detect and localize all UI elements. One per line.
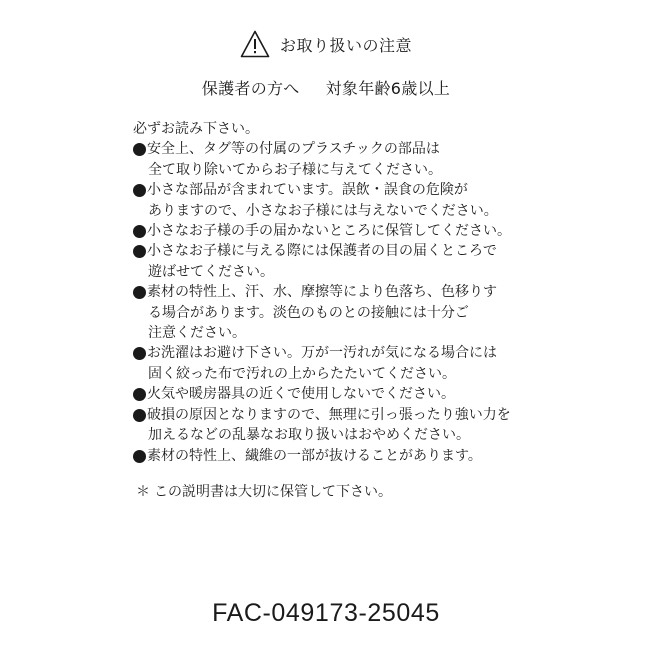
item-text	[147, 384, 455, 404]
list-item	[133, 343, 533, 384]
item-line: お洗濯はお避け下さい。万が一汚れが気になる場合には	[147, 345, 497, 362]
item-line: る場合があります。淡色のものとの接触には十分ご	[148, 304, 469, 321]
item-line: ありますので、小さなお子様には与えないでください。	[148, 202, 498, 219]
list-item	[133, 384, 533, 404]
item-line: 素材の特性上、汗、水、摩擦等により色落ち、色移りす	[147, 284, 497, 301]
bullet-icon	[133, 245, 146, 258]
guardian-row	[0, 76, 652, 99]
item-line: 破損の原因となりますので、無理に引っ張ったり強い力を	[147, 406, 511, 423]
item-text	[147, 180, 498, 221]
item-line: 安全上、タグ等の付属のプラスチックの部品は	[147, 141, 440, 158]
item-line: 小さな部品が含まれています。誤飲・誤食の危険が	[147, 182, 468, 199]
list-item	[133, 405, 533, 446]
caution-list	[133, 139, 533, 466]
list-item	[133, 221, 533, 241]
warning-triangle-icon	[240, 30, 270, 58]
item-text	[147, 221, 511, 241]
item-line: 固く絞った布で汚れの上からたたいてください。	[148, 365, 456, 382]
bullet-icon	[133, 225, 146, 238]
bullet-icon	[133, 347, 146, 360]
bullet-icon	[133, 388, 146, 401]
product-code: FAC-049173-25045	[212, 599, 440, 627]
bullet-icon	[133, 143, 146, 156]
item-line: 全て取り除いてからお子様に与えてください。	[148, 161, 442, 178]
list-item	[133, 241, 533, 282]
caution-body	[133, 119, 533, 466]
keep-note	[136, 481, 392, 501]
item-line: 遊ばせてください。	[148, 263, 274, 280]
list-item	[133, 139, 533, 180]
bullet-icon	[133, 409, 146, 422]
note-text: この説明書は大切に保管して下さい。	[154, 484, 392, 500]
list-item	[133, 446, 533, 466]
item-text	[147, 446, 482, 466]
item-line: 加えるなどの乱暴なお取り扱いはおやめください。	[148, 427, 470, 444]
item-text	[147, 139, 442, 180]
target-age: 対象年齢6歳以上	[325, 79, 451, 98]
item-text	[147, 282, 497, 343]
guardian-heading: 保護者の方へ	[201, 79, 300, 98]
bullet-icon	[133, 450, 146, 463]
list-item	[133, 282, 533, 343]
item-text	[147, 343, 497, 384]
bullet-icon	[133, 184, 146, 197]
note-mark: ＊	[136, 484, 150, 500]
bullet-icon	[133, 286, 146, 299]
intro-text: 必ずお読み下さい。	[133, 121, 259, 137]
list-item	[133, 180, 533, 221]
item-line: 小さなお子様の手の届かないところに保管してください。	[147, 223, 511, 240]
item-line: 注意ください。	[148, 325, 246, 342]
item-line: 素材の特性上、繊維の一部が抜けることがあります。	[147, 447, 482, 464]
item-line: 火気や暖房器具の近くで使用しないでください。	[147, 386, 455, 403]
page-title: お取り扱いの注意	[279, 35, 412, 55]
item-text	[147, 241, 497, 282]
item-text	[147, 405, 511, 446]
item-line: 小さなお子様に与える際には保護者の目の届くところで	[147, 243, 497, 260]
title-row	[0, 30, 652, 58]
